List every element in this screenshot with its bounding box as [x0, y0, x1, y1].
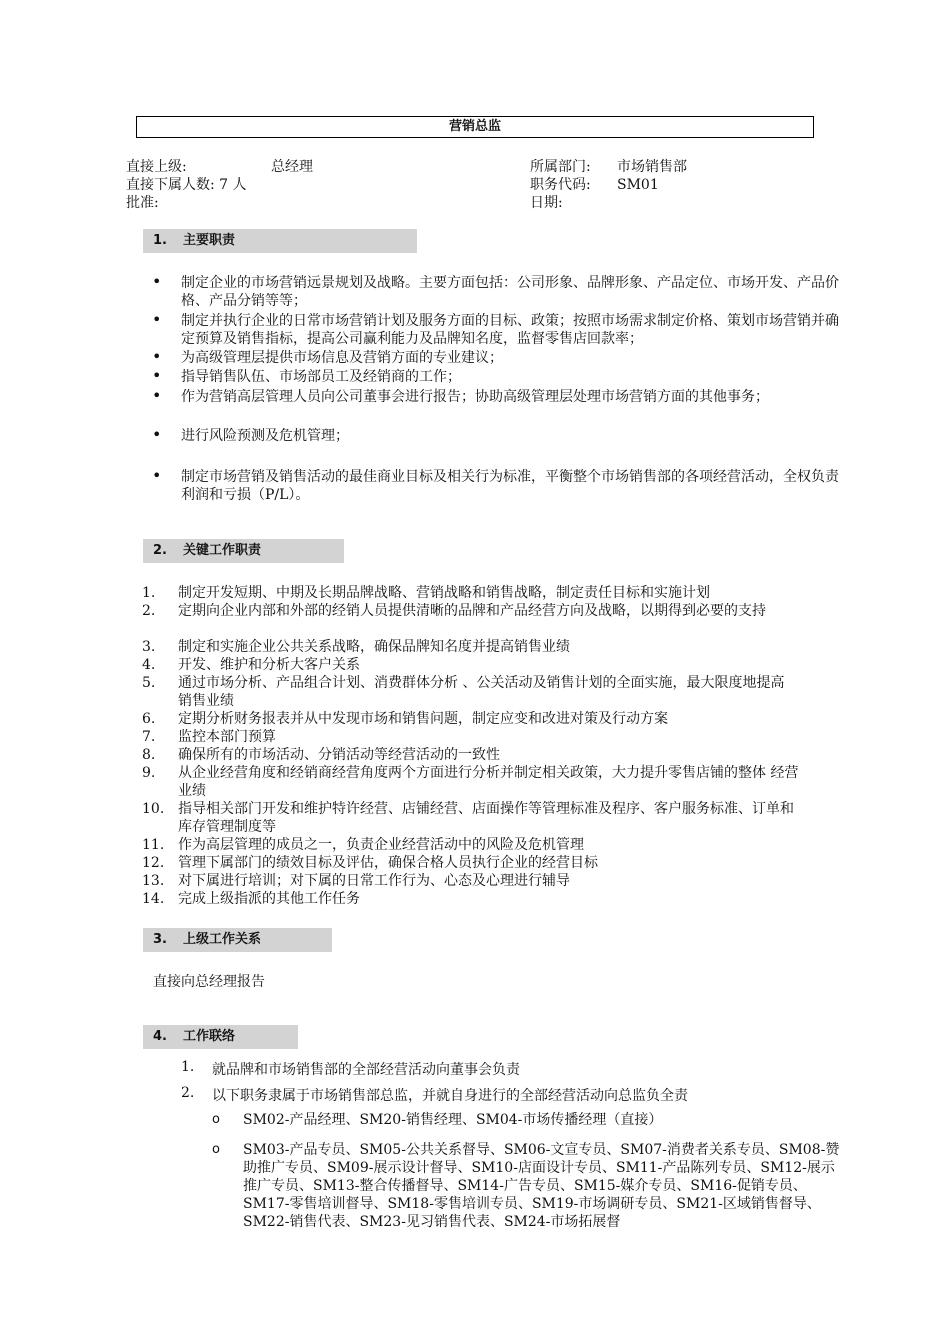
section-number: 4. — [153, 1029, 167, 1044]
item-number: 10. — [142, 801, 165, 817]
circle-bullet-icon: o — [212, 1112, 220, 1127]
code-label: 职务代码: — [530, 177, 591, 193]
list-item: 从企业经营角度和经销商经营角度两个方面进行分析并制定相关政策，大力提升零售店铺的整体 经营业绩 — [178, 765, 799, 799]
list-item: 定期分析财务报表并从中发现市场和销售问题，制定应变和改进对策及行动方案 — [178, 711, 668, 727]
code-value: SM01 — [617, 177, 659, 193]
list-item: 确保所有的市场活动、分销活动等经营活动的一致性 — [178, 747, 500, 763]
section-title: 关键工作职责 — [183, 543, 262, 558]
superior-relation-text: 直接向总经理报告 — [153, 974, 265, 990]
list-item: 完成上级指派的其他工作任务 — [178, 891, 360, 907]
list-item: 就品牌和市场销售部的全部经营活动向董事会负责 — [212, 1062, 520, 1078]
bullet-icon: • — [152, 272, 162, 291]
list-item: 为高级管理层提供市场信息及营销方面的专业建议； — [181, 350, 503, 366]
list-item: 制定并执行企业的日常市场营销计划及服务方面的目标、政策；按照市场需求制定价格、策划市场营销并确定预算及销售指标，提高公司赢利能力及品牌知名度，监督零售店回款率； — [181, 313, 839, 347]
sub-list-item: SM03-产品专员、SM05-公共关系督导、SM06-文宣专员、SM07-消费者关系专员、SM08-赞助推广专员、SM09-展示设计督导、SM10-店面设计专员、SM11-产品陈列专员、SM12-展示推广专员、SM13-整合传播督导、SM14-广告专员、SM15-媒介专员、SM16-促销专员、SM17-零售培训督导、SM18-零售培训专员、SM19-市场调研专员、SM21-区域销售督导、SM22-销售代表、SM23-见习销售代表、SM24-市场拓展督 — [243, 1142, 840, 1230]
list-item: 指导相关部门开发和维护特许经营、店铺经营、店面操作等管理标准及程序、客户服务标准、订单和库存管理制度等 — [178, 801, 794, 835]
section-number: 2. — [153, 543, 167, 558]
section-heading-main-duties — [143, 229, 417, 253]
circle-bullet-icon: o — [212, 1142, 220, 1157]
bullet-icon: • — [152, 310, 162, 329]
item-number: 7. — [142, 729, 156, 745]
bullet-icon: • — [152, 366, 162, 385]
item-number: 2. — [142, 603, 156, 619]
item-number: 11. — [142, 837, 165, 853]
section-title: 主要职责 — [183, 233, 236, 248]
item-number: 1. — [181, 1059, 195, 1075]
bullet-icon: • — [152, 466, 162, 485]
item-number: 12. — [142, 855, 165, 871]
item-number: 5. — [142, 675, 156, 691]
subordinates-count: 直接下属人数: 7 人 — [126, 177, 247, 193]
list-item: 管理下属部门的绩效目标及评估，确保合格人员执行企业的经营目标 — [178, 855, 598, 871]
item-number: 2. — [181, 1085, 195, 1101]
list-item: 开发、维护和分析大客户关系 — [178, 657, 360, 673]
list-item: 监控本部门预算 — [178, 729, 276, 745]
bullet-icon: • — [152, 347, 162, 366]
list-item: 通过市场分析、产品组合计划、消费群体分析 、公关活动及销售计划的全面实施，最大限度地提高销售业绩 — [178, 675, 785, 709]
item-number: 14. — [142, 891, 165, 907]
item-number: 6. — [142, 711, 156, 727]
item-number: 9. — [142, 765, 156, 781]
superior-label: 直接上级: — [126, 159, 187, 175]
list-item: 作为高层管理的成员之一，负责企业经营活动中的风险及危机管理 — [178, 837, 584, 853]
list-item: 以下职务隶属于市场销售部总监，并就自身进行的全部经营活动向总监负全责 — [212, 1088, 688, 1104]
list-item: 制定企业的市场营销远景规划及战略。主要方面包括：公司形象、品牌形象、产品定位、市场开发、产品价格、产品分销等等； — [181, 275, 839, 309]
list-item: 定期向企业内部和外部的经销人员提供清晰的品牌和产品经营方向及战略，以期得到必要的支持 — [178, 603, 766, 619]
list-item: 对下属进行培训；对下属的日常工作行为、心态及心理进行辅导 — [178, 873, 570, 889]
section-number: 3. — [153, 932, 167, 947]
item-number: 13. — [142, 873, 165, 889]
section-title: 工作联络 — [183, 1029, 236, 1044]
sub-list-item: SM02-产品经理、SM20-销售经理、SM04-市场传播经理（直接） — [243, 1112, 663, 1128]
section-heading-work-contacts — [143, 1025, 298, 1049]
document-title: 营销总监 — [136, 116, 814, 138]
superior-value: 总经理 — [271, 159, 313, 175]
department-label: 所属部门: — [530, 159, 591, 175]
list-item: 进行风险预测及危机管理； — [181, 428, 349, 444]
section-heading-superior-relations — [143, 928, 332, 952]
bullet-icon: • — [152, 425, 162, 444]
section-title: 上级工作关系 — [183, 932, 262, 947]
approval-label: 批准: — [126, 195, 159, 211]
item-number: 8. — [142, 747, 156, 763]
section-number: 1. — [153, 233, 167, 248]
date-label: 日期: — [530, 195, 563, 211]
list-item: 制定和实施企业公共关系战略，确保品牌知名度并提高销售业绩 — [178, 639, 570, 655]
item-number: 3. — [142, 639, 156, 655]
section-heading-key-duties — [143, 539, 344, 563]
department-value: 市场销售部 — [617, 159, 687, 175]
list-item: 制定市场营销及销售活动的最佳商业目标及相关行为标准，平衡整个市场销售部的各项经营活动，全权负责利润和亏损（P/L）。 — [181, 469, 839, 503]
item-number: 4. — [142, 657, 156, 673]
list-item: 指导销售队伍、市场部员工及经销商的工作； — [181, 369, 461, 385]
list-item: 制定开发短期、中期及长期品牌战略、营销战略和销售战略，制定责任目标和实施计划 — [178, 585, 710, 601]
item-number: 1. — [142, 585, 156, 601]
list-item: 作为营销高层管理人员向公司董事会进行报告；协助高级管理层处理市场营销方面的其他事务； — [181, 389, 769, 405]
bullet-icon: • — [152, 386, 162, 405]
